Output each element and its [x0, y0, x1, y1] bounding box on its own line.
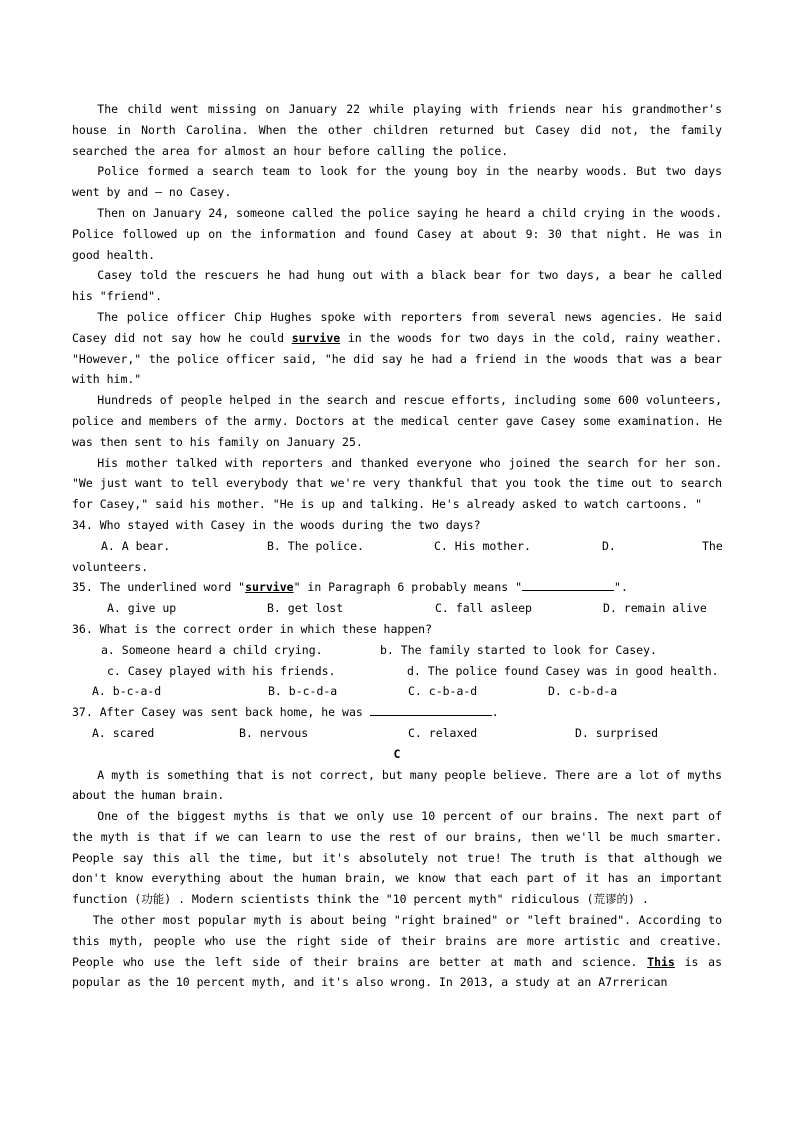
- stem-text: " in Paragraph 6 probably means ": [293, 580, 523, 595]
- option-d-continued: volunteers.: [72, 559, 149, 574]
- answer-blank: [370, 702, 492, 716]
- passage-paragraph: The child went missing on January 22 while playing with friends near his grandmother's house in North Carolina. When the other children returned but Casey did not, the family searched the area for almost an hour before calling the police.: [72, 102, 722, 158]
- underlined-word-survive: survive: [245, 580, 294, 595]
- question-36-options: [72, 681, 722, 702]
- item-d: d. The police found Casey was in good health.: [407, 663, 719, 678]
- question-37-stem: [72, 702, 722, 723]
- option-b: B. nervous: [239, 725, 309, 740]
- option-a: A. A bear.: [101, 538, 171, 553]
- paragraph-text: in the woods for two days in the cold, rainy weather. "However," the police officer said, "he did say he had a friend in the woods that was a bear with him.": [72, 330, 722, 387]
- item-b: b. The family started to look for Casey.: [380, 642, 657, 657]
- paragraph-text: is as popular as the 10 percent myth, and it's also wrong. In 2013, a study at an A7rrerican: [72, 954, 722, 990]
- option-d: D. remain alive: [603, 601, 707, 616]
- passage-paragraph-survive: [72, 307, 722, 390]
- option-c: C. relaxed: [408, 725, 478, 740]
- section-heading: C: [393, 746, 401, 761]
- paragraph-text: The other most popular myth is about being "right brained" or "left brained". According to this myth, people who use the right side of their brains are more artistic and creative. People who use the left side of their brains are better at math and science.: [72, 913, 722, 969]
- stem-text: ".: [614, 580, 628, 595]
- passage-paragraph: Casey told the rescuers he had hung out with a black bear for two days, a bear he called his "friend".: [72, 268, 722, 304]
- question-37-options: [72, 723, 722, 744]
- passage-paragraph: His mother talked with reporters and thanked everyone who joined the search for her son. "We just want to tell everybody that we're very thankful that you took the time out to search for Casey," said his mother. "He is up and talking. He's already asked to watch cartoons. ": [72, 455, 722, 512]
- underlined-word-survive: survive: [291, 330, 341, 345]
- option-d: D. surprised: [575, 725, 659, 740]
- option-b: B. b-c-d-a: [268, 684, 338, 699]
- passage-paragraph: Then on January 24, someone called the police saying he heard a child crying in the woods. Police followed up on the information and found Casey at about 9: 30 that night. He was in good health.: [72, 205, 722, 262]
- option-c: C. fall asleep: [435, 601, 532, 616]
- item-c: c. Casey played with his friends.: [107, 663, 336, 678]
- option-d: D. c-b-d-a: [548, 684, 618, 699]
- question-36-items-row2: [72, 661, 722, 682]
- option-a: A. give up: [107, 601, 177, 616]
- stem-text: .: [491, 705, 499, 720]
- option-d-word: The: [702, 538, 723, 553]
- item-a: a. Someone heard a child crying.: [101, 642, 323, 657]
- option-c: C. His mother.: [434, 538, 531, 553]
- paragraph-text: The police officer Chip Hughes spoke with reporters from several news agencies. He said Casey did not say how he could: [72, 309, 722, 345]
- passage-paragraph: A myth is something that is not correct, but many people believe. There are a lot of myths about the human brain.: [72, 767, 722, 803]
- stem-text: 37. After Casey was sent back home, he was: [72, 705, 370, 720]
- question-34-stem: 34. Who stayed with Casey in the woods during the two days?: [72, 517, 481, 532]
- question-34-options: [72, 536, 722, 557]
- passage-paragraph: Police formed a search team to look for the young boy in the nearby woods. But two days went by and – no Casey.: [72, 164, 722, 200]
- page-content: [72, 99, 722, 993]
- underlined-word-this: This: [647, 954, 675, 969]
- option-b: B. The police.: [267, 538, 364, 553]
- option-a: A. b-c-a-d: [92, 684, 162, 699]
- option-c: C. c-b-a-d: [408, 684, 478, 699]
- option-a: A. scared: [92, 725, 155, 740]
- passage-paragraph: One of the biggest myths is that we only use 10 percent of our brains. The next part of the myth is that if we can learn to use the rest of our brains, then we'll be much smarter. People say this all the time, but it's absolutely not true! The truth is that although we don't know everything about the human brain, we know that each part of it has an important function (功能) . Modern scientists think the "10 percent myth" ridiculous (荒谬的) .: [72, 809, 722, 907]
- question-35-options: [72, 598, 722, 619]
- question-36-items-row1: [72, 640, 722, 661]
- option-b: B. get lost: [267, 601, 344, 616]
- passage-paragraph-this: [72, 910, 722, 993]
- option-d: D.: [602, 538, 616, 553]
- stem-text: 35. The underlined word ": [72, 580, 246, 595]
- answer-blank: [522, 577, 614, 591]
- passage-paragraph: Hundreds of people helped in the search and rescue efforts, including some 600 volunteers, police and members of the army. Doctors at the medical center gave Casey some examination. He was then sent to his family on January 25.: [72, 393, 722, 449]
- question-36-stem: 36. What is the correct order in which these happen?: [72, 621, 433, 636]
- question-35-stem: [72, 577, 722, 598]
